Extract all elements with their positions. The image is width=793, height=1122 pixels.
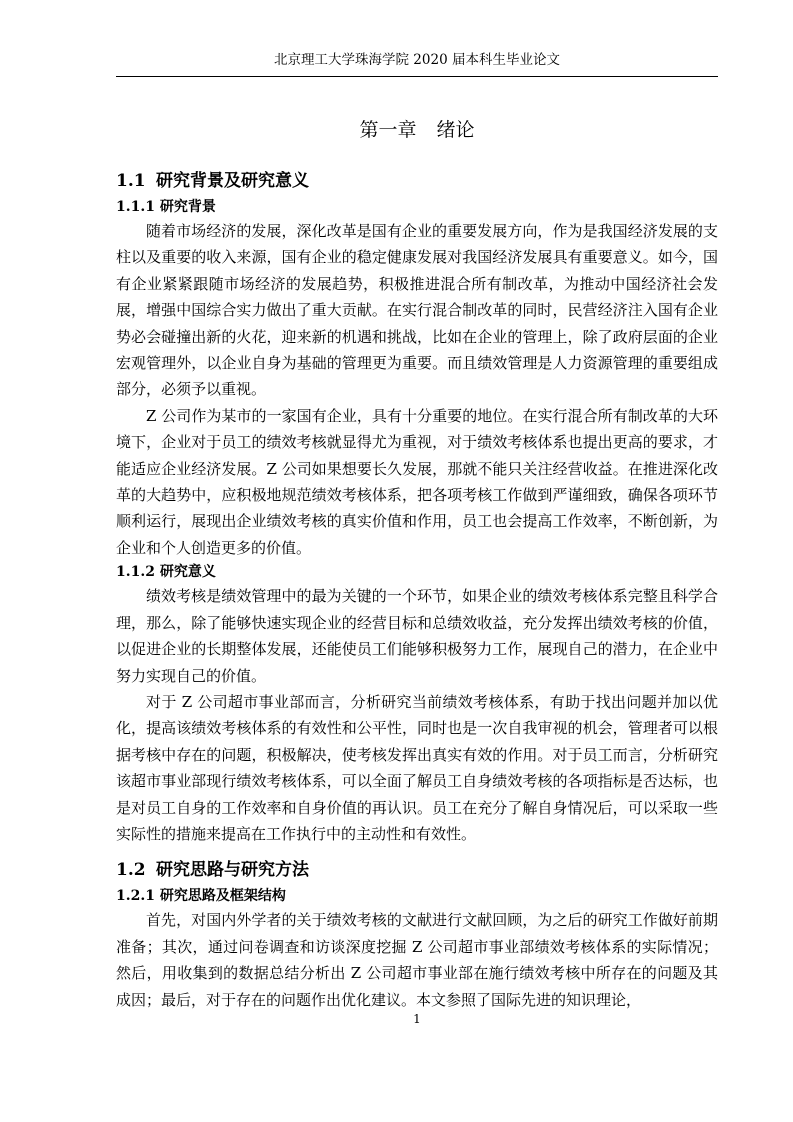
running-header: 北京理工大学珠海学院 2020 届本科生毕业论文 [274,52,560,68]
page-number: 1 [413,1012,421,1026]
section-number: 1.1 [116,171,146,191]
section-number: 1.2 [116,860,146,881]
paragraph: 随着市场经济的发展，深化改革是国有企业的重要发展方向，作为是我国经济发展的支柱以及重要的收入来源，国有企业的稳定健康发展对我国经济发展具有重要意义。如今，国有企业紧紧跟随市场经济的发展趋势，积极推进混合所有制改革，为推动中国经济社会发展，增强中国综合实力做出了重大贡献。在实行混合制改革的同时，民营经济注入国有企业势必会碰撞出新的火花，迎来新的机遇和挑战，比如在企业的管理上，除了政府层面的企业宏观管理外，以企业自身为基础的管理更为重要。而且绩效管理是人力资源管理的重要组成部分，必须予以重视。 [116,222,718,399]
paragraph: Z 公司作为某市的一家国有企业，具有十分重要的地位。在实行混合所有制改革的大环境下，企业对于员工的绩效考核就显得尤为重视，对于绩效考核体系也提出更高的要求，才能适应企业经济发展。Z 公司如果想要长久发展，那就不能只关注经营收益。在推进深化改革的大趋势中，应积极地规范绩效考核体系，把各项考核工作做到严谨细致，确保各项环节顺利运行，展现出企业绩效考核的真实价值和作用，员工也会提高工作效率，不断创新，为企业和个人创造更多的价值。 [116,406,718,557]
paragraph: 对于 Z 公司超市事业部而言，分析研究当前绩效考核体系，有助于找出问题并加以优化，提高该绩效考核体系的有效性和公平性，同时也是一次自我审视的机会，管理者可以根据考核中存在的问题，积极解决，使考核发挥出真实有效的作用。对于员工而言，分析研究该超市事业部现行绩效考核体系，可以全面了解员工自身绩效考核的各项指标是否达标，也是对员工自身的工作效率和自身价值的再认识。员工在充分了解自身情况后，可以采取一些实际性的措施来提高在工作执行中的主动性和有效性。 [116,692,718,843]
header-rule [116,76,718,77]
subsection-heading-1-1-2: 1.1.2 研究意义 [116,564,216,581]
chapter-title [116,117,718,143]
section-heading-1-2 [116,857,718,883]
chapter-number: 第一章 [359,119,417,141]
paragraph: 绩效考核是绩效管理中的最为关键的一个环节，如果企业的绩效考核体系完整且科学合理，那么，除了能够快速实现企业的经营目标和总绩效收益，充分发挥出绩效考核的价值，以促进企业的长期整体发展，还能使员工们能够积极努力工作，展现自己的潜力，在企业中努力实现自己的价值。 [116,587,718,685]
chapter-name: 绪论 [436,119,475,141]
section-title: 研究思路与研究方法 [156,860,309,881]
paragraph: 首先，对国内外学者的关于绩效考核的文献进行文献回顾，为之后的研究工作做好前期准备；其次，通过问卷调查和访谈深度挖掘 Z 公司超市事业部绩效考核体系的实际情况；然后，用收集到的数据总结分析出 Z 公司超市事业部在施行绩效考核中所存在的问题及其成因；最后，对于存在的问题作出优化建议。本文参照了国际先进的知识理论， [116,911,718,1009]
section-title: 研究背景及研究意义 [156,171,309,191]
subsection-heading-1-1-1: 1.1.1 研究背景 [116,199,216,215]
section-heading-1-1 [116,168,718,194]
subsection-heading-1-2-1: 1.2.1 研究思路及框架结构 [116,888,286,905]
body-content [116,168,718,1013]
